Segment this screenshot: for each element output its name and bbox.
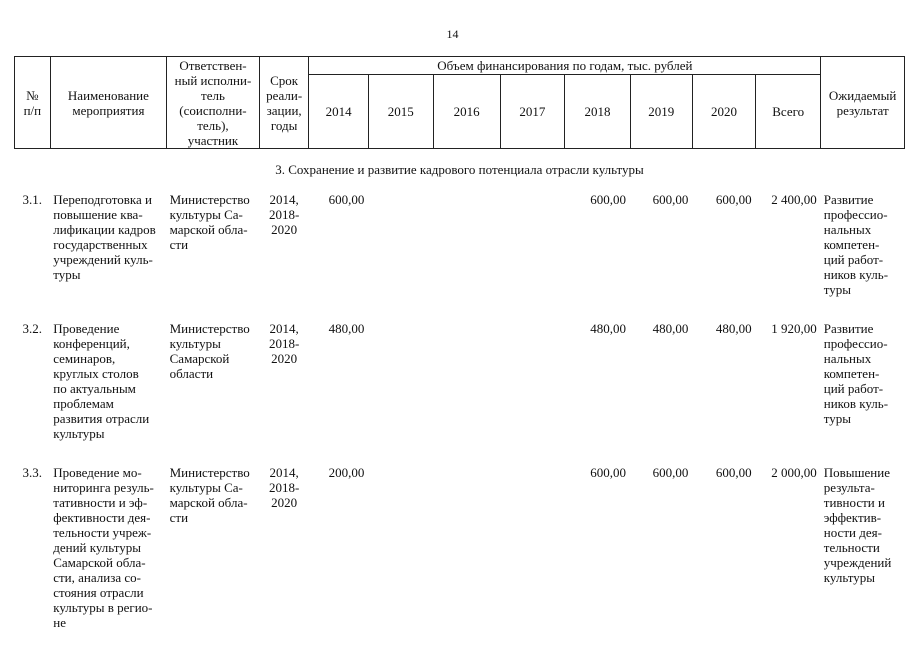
row-name: Проведение мо- ниторинга резуль- тативности и эф- фективности дея- тельности учреж- дений культуры Самарской обла- сти, анализа со- стояния отрасли культуры в регио- не [53, 465, 154, 630]
value-2017 [500, 321, 565, 465]
value-2018: 480,00 [590, 321, 627, 336]
value-total: 2 400,00 [771, 192, 817, 207]
value-2015 [368, 192, 433, 321]
value-2019: 600,00 [652, 192, 689, 207]
row-result: Повышение результа- тивности и эффектив- ности дея- тельности учреждений культуры [823, 465, 892, 585]
header-year-2020: 2020 [692, 75, 755, 149]
value-2016 [433, 192, 500, 321]
row-num: 3.3. [22, 465, 42, 480]
value-2015 [368, 465, 433, 654]
header-num: № п/п [15, 57, 51, 149]
header-name: Наименование мероприятия [50, 57, 166, 149]
page-number: 14 [446, 27, 459, 41]
row-executor: Министерство культуры Самарской области [169, 321, 250, 381]
value-2018: 600,00 [590, 465, 627, 480]
header-term: Срок реали- зации, годы [259, 57, 309, 149]
header-total: Всего [756, 75, 821, 149]
row-name: Проведение конференций, семинаров, круглых столов по актуальным проблемам развития отрасли культуры [53, 321, 150, 441]
value-total: 1 920,00 [771, 321, 817, 336]
table-row [15, 321, 905, 465]
header-year-2015: 2015 [368, 75, 433, 149]
value-2016 [433, 321, 500, 465]
header-year-2017: 2017 [500, 75, 565, 149]
row-term: 2014, 2018- 2020 [268, 321, 300, 366]
value-2014: 600,00 [328, 192, 365, 207]
header-year-2014: 2014 [309, 75, 368, 149]
value-2019: 600,00 [652, 465, 689, 480]
row-term: 2014, 2018- 2020 [268, 192, 300, 237]
row-executor: Министерство культуры Са- марской обла- сти [169, 465, 250, 525]
value-2020: 600,00 [715, 465, 752, 480]
row-num: 3.1. [22, 192, 42, 207]
header-executor: Ответствен- ный исполни- тель (соисполни- тель), участник [167, 57, 260, 149]
section-title: 3. Сохранение и развитие кадрового потенциала отрасли культуры [275, 162, 644, 177]
header-result: Ожидаемый результат [821, 57, 905, 149]
value-total: 2 000,00 [771, 465, 817, 480]
value-2019: 480,00 [652, 321, 689, 336]
table-row [15, 465, 905, 654]
value-2016 [433, 465, 500, 654]
value-2020: 600,00 [715, 192, 752, 207]
header-year-2018: 2018 [565, 75, 630, 149]
header-funding-group: Объем финансирования по годам, тыс. рублей [309, 57, 821, 75]
value-2014: 200,00 [328, 465, 365, 480]
financing-table [14, 56, 905, 654]
row-name: Переподготовка и повышение ква- лификации кадров государственных учреждений куль- туры [53, 192, 156, 282]
value-2017 [500, 465, 565, 654]
value-2018: 600,00 [590, 192, 627, 207]
header-year-2016: 2016 [433, 75, 500, 149]
header-year-2019: 2019 [630, 75, 692, 149]
row-num: 3.2. [22, 321, 42, 336]
value-2017 [500, 192, 565, 321]
table-row [15, 192, 905, 321]
row-result: Развитие профессио- нальных компетен- ций работ- ников куль- туры [823, 321, 889, 426]
row-executor: Министерство культуры Са- марской обла- сти [169, 192, 250, 252]
value-2014: 480,00 [328, 321, 365, 336]
value-2015 [368, 321, 433, 465]
row-result: Развитие профессио- нальных компетен- ций работ- ников куль- туры [823, 192, 889, 297]
value-2020: 480,00 [715, 321, 752, 336]
row-term: 2014, 2018- 2020 [268, 465, 300, 510]
